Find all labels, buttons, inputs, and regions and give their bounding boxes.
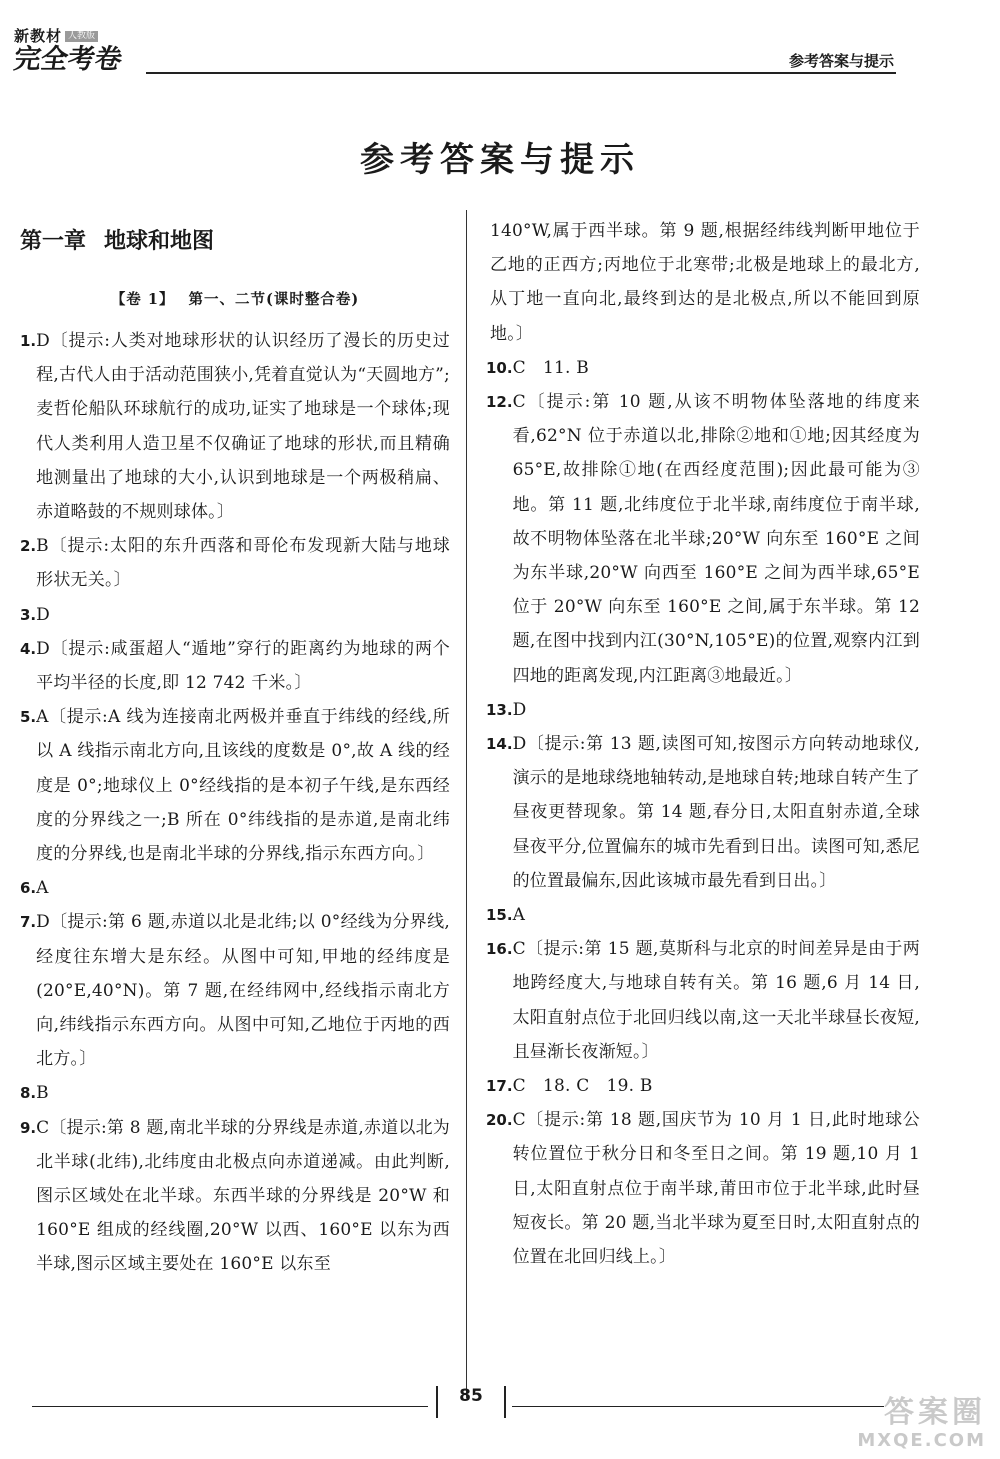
answer-text: B (36, 1083, 49, 1104)
answer-text: A (36, 878, 49, 899)
answer-item (486, 693, 920, 727)
answer-text: B〔提示:太阳的东升西落和哥伦布发现新大陆与地球形状无关。〕 (36, 536, 450, 591)
answer-text: C〔提示:第 18 题,国庆节为 10 月 1 日,此时地球公转位置位于秋分日和冬至日之间。第 19 题,10 月 1 日,太阳直射点位于南半球,莆田市位于北半球,此时昼短夜长。第 20 题,当北半球为夏至日时,太阳直射点的位置在北回归线上。〕 (512, 1110, 920, 1268)
answer-item (20, 1076, 450, 1110)
page-title: 参考答案与提示 (360, 140, 640, 180)
section-title: 第一、二节(课时整合卷) (188, 291, 360, 308)
footer-rule-right (512, 1406, 884, 1407)
page-header (0, 0, 1000, 80)
answer-item (486, 727, 920, 898)
answer-item (20, 529, 450, 597)
answer-number: 7. (20, 913, 37, 932)
answer-number: 17. (486, 1077, 513, 1096)
answer-item (486, 898, 920, 932)
brand-tag: 人教版 (65, 31, 98, 42)
answer-text: C 18. C 19. B (512, 1076, 653, 1097)
brand-logo (11, 27, 125, 75)
answer-text: C〔提示:第 8 题,南北半球的分界线是赤道,赤道以北为北半球(北纬),北纬度由北极点向赤道递减。由此判断,图示区域处在北半球。东西半球的分界线是 20°W 和 160°E 组成的经线圈,20°W 以西、160°E 以东为西半球,图示区域主要处在 160°E 以东至 (36, 1117, 450, 1275)
watermark-line1: 答案圈 (884, 1395, 986, 1430)
answer-item (20, 598, 450, 632)
answer-item (20, 871, 450, 905)
answer-text: C〔提示:第 15 题,莫斯科与北京的时间差异是由于两地跨经度大,与地球自转有关。第 16 题,6 月 14 日,太阳直射点位于北回归线以南,这一天北半球昼长夜短,且昼渐长夜渐短。〕 (512, 939, 920, 1062)
chapter-number: 第一章 (20, 229, 87, 254)
answer-number: 8. (20, 1084, 37, 1103)
answer-item (20, 700, 450, 871)
continued-text: 140°W,属于西半球。第 9 题,根据经纬线判断甲地位于乙地的正西方;丙地位于北寒带;北极是地球上的最北方,从丁地一直向北,最终到达的是北极点,所以不能回到原地。〕 (490, 221, 920, 344)
answer-number: 1. (20, 332, 37, 350)
chapter-title: 地球和地图 (104, 229, 215, 254)
answer-item (20, 632, 450, 700)
running-title: 参考答案与提示 (788, 52, 894, 70)
watermark-line2: MXQE.COM (857, 1430, 986, 1451)
answer-number: 16. (486, 940, 513, 959)
answer-text: D〔提示:第 13 题,读图可知,按图示方向转动地球仪,演示的是地球绕地轴转动,是地球自转;地球自转产生了昼夜更替现象。第 14 题,春分日,太阳直射赤道,全球昼夜平分,位置偏东的城市先看到日出。读图可知,悉尼的位置最偏东,因此该城市最先看到日出。〕 (512, 734, 920, 891)
answer-item (486, 1103, 920, 1274)
answer-text: A〔提示:A 线为连接南北两极并垂直于纬线的经线,所以 A 线指示南北方向,且该线的度数是 0°,故 A 线的经度是 0°;地球仪上 0°经线指的是本初子午线,是东西经度的分界线之一;B 所在 0°纬线指的是赤道,是南北纬度的分界线,也是南北半球的分界线,指示东西方向。〕 (36, 707, 450, 865)
answer-text: A (512, 905, 526, 926)
footer-rule-left (32, 1406, 428, 1407)
watermark (857, 1395, 986, 1451)
answer-item (20, 1111, 450, 1282)
answer-text: D〔提示:咸蛋超人“遁地”穿行的距离约为地球的两个平均半径的长度,即 12 742 千米。〕 (36, 638, 450, 694)
answer-item (486, 351, 920, 385)
page-footer (0, 1380, 1000, 1440)
answer-text: D (512, 699, 527, 720)
right-answer-list (486, 351, 920, 1274)
answer-item (20, 324, 450, 529)
brand-big-text: 完全考卷 (11, 44, 125, 75)
answer-text: D〔提示:人类对地球形状的认识经历了漫长的历史过程,古代人由于活动范围狭小,凭着直觉认为“天圆地方”;麦哲伦船队环球航行的成功,证实了地球是一个球体;现代人类利用人造卫星不仅确证了地球的形状,而且精确地测量出了地球的大小,认识到地球是一个两极稍扁、赤道略鼓的不规则球体。〕 (36, 331, 450, 523)
answer-number: 12. (486, 393, 513, 412)
answer-number: 5. (20, 708, 37, 727)
answer-number: 10. (486, 358, 513, 377)
answer-text: C 11. B (512, 357, 589, 378)
answer-number: 14. (486, 735, 513, 754)
footer-bar-left (436, 1386, 438, 1418)
answer-number: 20. (486, 1111, 513, 1130)
answer-text: D〔提示:第 6 题,赤道以北是北纬;以 0°经线为分界线,经度往东增大是东经。从图中可知,甲地的经纬度是(20°E,40°N)。第 7 题,在经纬网中,经线指示南北方向,纬线指示东西方向。从图中可知,乙地位于丙地的西北方。〕 (36, 912, 450, 1070)
answer-text: D (36, 604, 50, 625)
answer-item (20, 905, 450, 1076)
answer-number: 3. (20, 605, 37, 624)
chapter-heading (20, 224, 450, 258)
section-heading (20, 288, 450, 310)
answer-item (486, 385, 920, 693)
page-number: 85 (459, 1386, 483, 1406)
header-rule (146, 72, 896, 74)
left-answer-list (20, 324, 450, 1282)
left-column (20, 214, 450, 1282)
column-divider (466, 210, 467, 1398)
answer-number: 13. (486, 700, 513, 719)
answer-number: 15. (486, 906, 513, 925)
answer-item (486, 932, 920, 1069)
section-label: 【卷 1】 (110, 291, 175, 308)
answer-number: 6. (20, 879, 37, 898)
answer-item (486, 1069, 920, 1103)
footer-bar-right (504, 1386, 506, 1418)
brand-small-text: 新教材 (14, 27, 63, 45)
answer-text: C〔提示:第 10 题,从该不明物体坠落地的纬度来看,62°N 位于赤道以北,排除②地和①地;因其经度为 65°E,故排除①地(在西经度范围);因此最可能为③地。第 11 题,北纬度位于北半球,南纬度位于南半球,故不明物体坠落在北半球;20°W 向东至 160°E 之间为东半球,20°W 向西至 160°E 之间为西半球,65°E 位于 20°W 向东至 160°E 之间,属于东半球。第 12 题,在图中找到内江(30°N,105°E)的位置,观察内江到四地的距离发现,内江距离③地最近。〕 (512, 392, 920, 686)
answer-number: 2. (20, 537, 37, 556)
answer-number: 4. (20, 639, 37, 658)
answer-number: 9. (20, 1118, 37, 1137)
right-column (486, 214, 920, 1274)
